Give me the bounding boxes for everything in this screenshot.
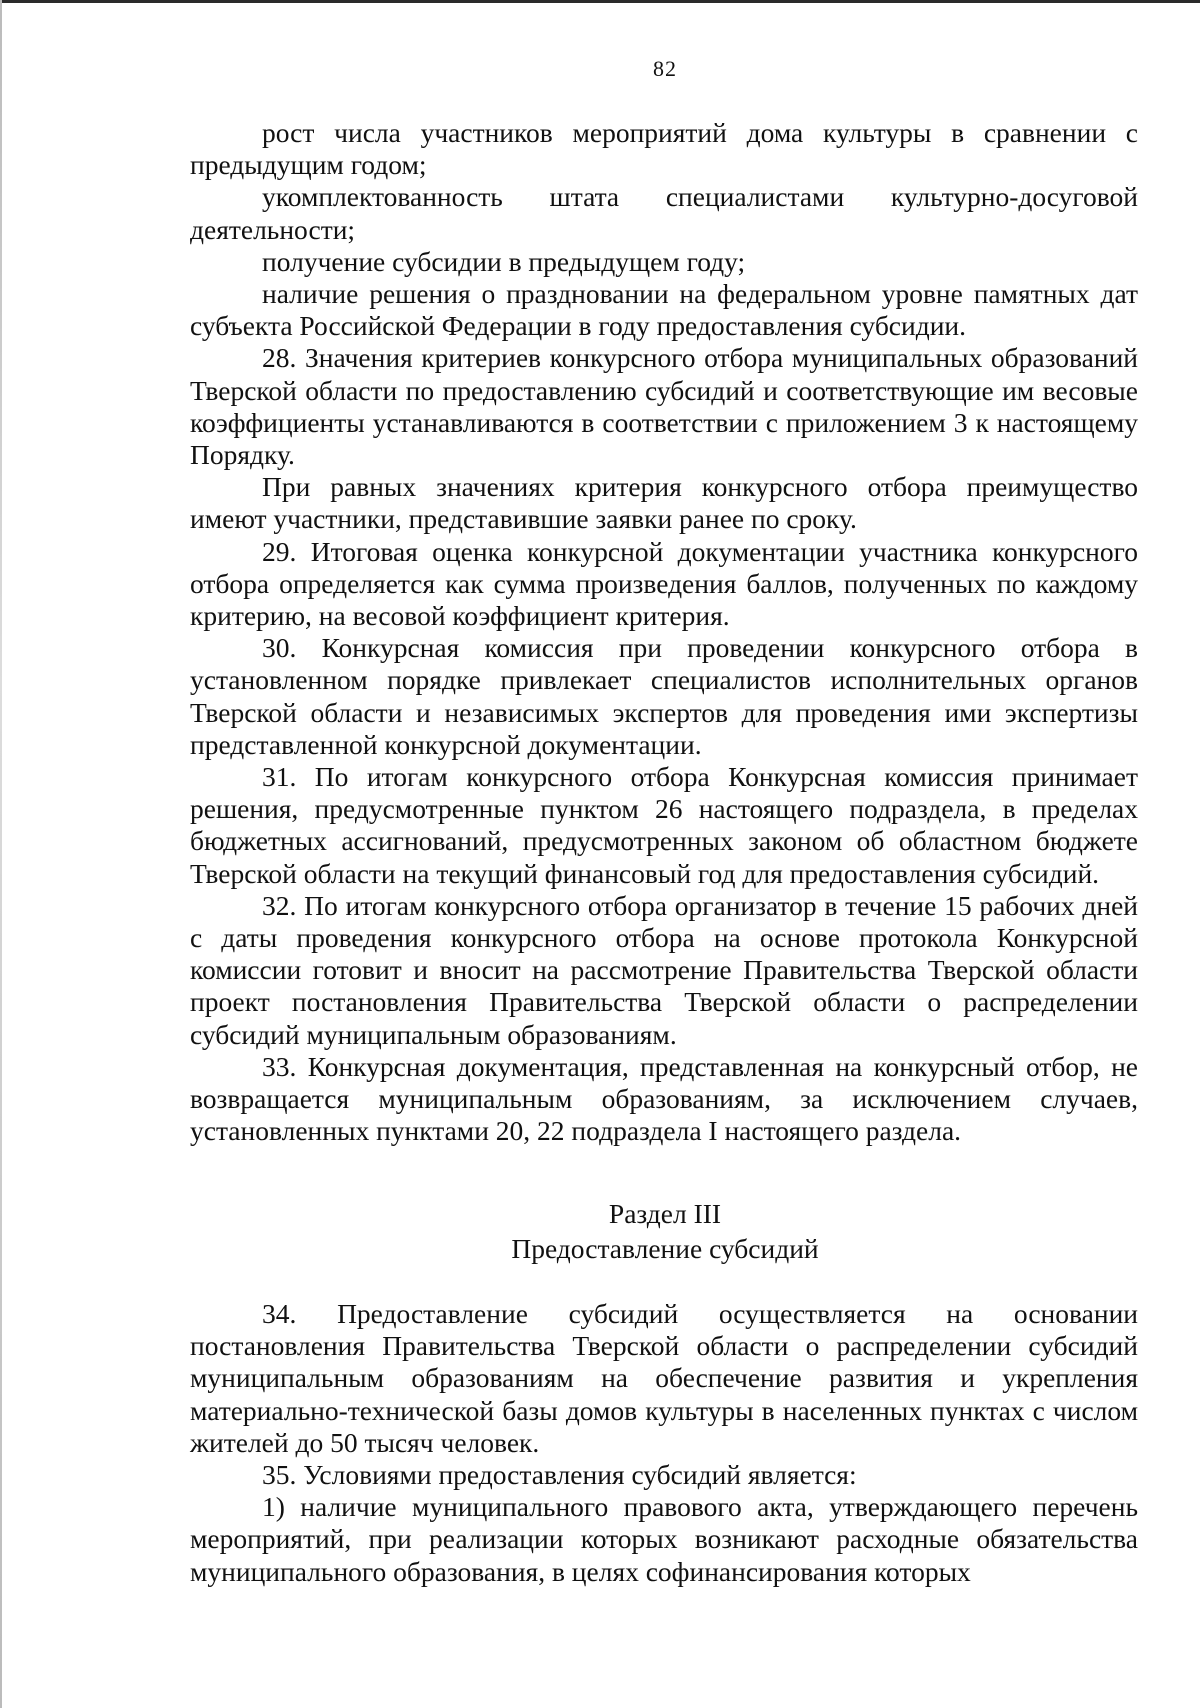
- paragraph: 28. Значения критериев конкурсного отбора муниципальных образований Тверской области по предоставлению субсидий и соответствующие им весовые коэффициенты устанавливаются в соответствии с приложением 3 к настоящему Порядку.: [190, 342, 1138, 471]
- paragraph: 29. Итоговая оценка конкурсной документации участника конкурсного отбора определяется как сумма произведения баллов, полученных по каждому критерию, на весовой коэффициент критерия.: [190, 535, 1138, 632]
- section-label: Раздел III: [608, 1198, 722, 1229]
- paragraph: При равных значениях критерия конкурсного отбора преимущество имеют участники, представившие заявки ранее по сроку.: [190, 471, 1138, 535]
- section-heading: [0, 1196, 1200, 1266]
- paragraph: наличие решения о праздновании на федеральном уровне памятных дат субъекта Российской Федерации в году предоставления субсидии.: [190, 278, 1138, 342]
- paragraph: 35. Условиями предоставления субсидий является:: [262, 1459, 857, 1491]
- paragraph: 31. По итогам конкурсного отбора Конкурсная комиссия принимает решения, предусмотренные пунктом 26 настоящего подраздела, в пределах бюджетных ассигнований, предусмотренных законом об областном бюджете Тверской области на текущий финансовый год для предоставления субсидий.: [190, 761, 1138, 889]
- page-number: 82: [653, 56, 677, 81]
- paragraph: 30. Конкурсная комиссия при проведении конкурсного отбора в установленном порядке привлекает специалистов исполнительных органов Тверской области и независимых экспертов для проведения ими экспертизы представленной конкурсной документации.: [190, 632, 1138, 760]
- document-body-part-1: [190, 117, 1138, 1148]
- paragraph: 1) наличие муниципального правового акта, утверждающего перечень мероприятий, при реализации которых возникают расходные обязательства муниципального образования, в целях софинансирования которых: [190, 1491, 1138, 1587]
- paragraph: 34. Предоставление субсидий осуществляется на основании постановления Правительства Тверской области о распределении субсидий муниципальным образованиям на обеспечение развития и укрепления материально-технической базы домов культуры в населенных пунктах с числом жителей до 50 тысяч человек.: [190, 1298, 1138, 1458]
- paragraph: получение субсидии в предыдущем году;: [262, 245, 746, 277]
- paragraph: рост числа участников мероприятий дома культуры в сравнении с предыдущим годом;: [190, 117, 1138, 181]
- section-title: Предоставление субсидий: [511, 1233, 819, 1264]
- document-body-part-2: [190, 1298, 1138, 1588]
- paragraph: 33. Конкурсная документация, представленная на конкурсный отбор, не возвращается муниципальным образованиям, за исключением случаев, установленных пунктами 20, 22 подраздела I настоящего раздела.: [190, 1050, 1138, 1147]
- scan-top-edge: [0, 0, 1200, 3]
- paragraph: укомплектованность штата специалистами культурно-досуговой деятельности;: [190, 181, 1138, 245]
- paragraph: 32. По итогам конкурсного отбора организатор в течение 15 рабочих дней с даты проведения конкурсного отбора на основе протокола Конкурсной комиссии готовит и вносит на рассмотрение Правительства Тверской области проект постановления Правительства Тверской области о распределении субсидий муниципальным образованиям.: [190, 889, 1138, 1050]
- scan-left-edge: [0, 0, 2, 1708]
